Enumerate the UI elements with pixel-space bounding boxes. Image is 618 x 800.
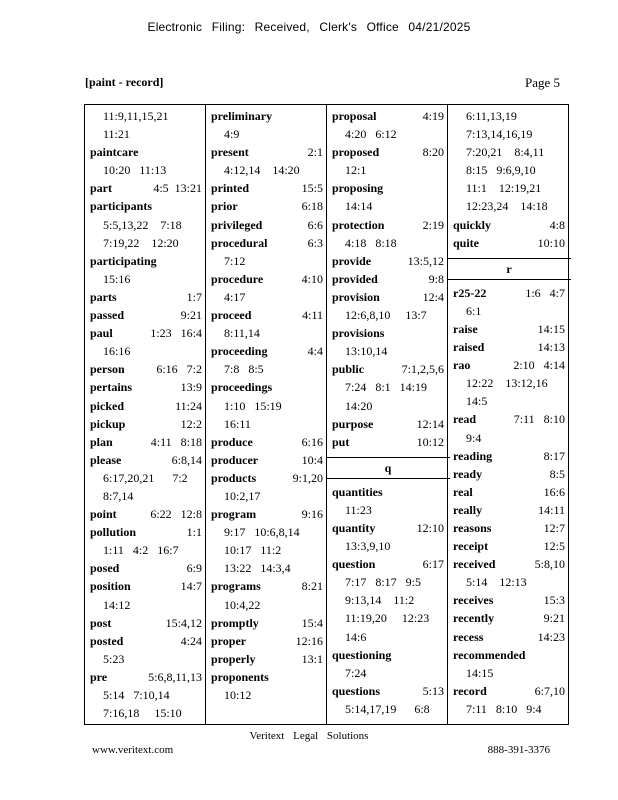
page-line-refs: 6:16 7:2 <box>156 362 202 377</box>
index-term: pre <box>90 669 108 684</box>
index-term-row <box>453 609 565 627</box>
page-line-refs: 10:4 <box>301 452 323 467</box>
page-line-refs: 6:22 12:8 <box>150 507 202 522</box>
index-term: proponents <box>211 669 269 684</box>
page-line-refs: 11:19,20 12:23 <box>345 611 430 626</box>
index-term-row <box>332 107 444 125</box>
index-term-row <box>332 519 444 537</box>
page-line-refs: 7:20,21 8:4,11 <box>466 145 545 160</box>
index-term: public <box>332 362 365 377</box>
index-term: purpose <box>332 416 374 431</box>
index-term: preliminary <box>211 109 273 123</box>
index-term-row <box>453 234 565 252</box>
index-term: proper <box>211 633 247 648</box>
index-term-row <box>332 252 444 270</box>
word-index-table <box>84 104 569 725</box>
index-term-row <box>211 107 323 125</box>
index-term: producer <box>211 452 259 467</box>
page-line-refs: 7:1,2,5,6 <box>401 362 444 377</box>
page-line-refs: 12:14 <box>416 416 444 431</box>
index-term: provisions <box>332 326 385 341</box>
page-line-refs: 8:5 <box>549 466 565 481</box>
index-term-row <box>211 179 323 197</box>
page-line-refs: 4:4 <box>307 344 323 359</box>
page-line-refs: 7:17 8:17 9:5 <box>345 575 422 590</box>
index-term-row <box>211 216 323 234</box>
page-line-refs: 9:4 <box>466 430 482 445</box>
index-term-row <box>90 415 202 433</box>
page-line-refs: 11:23 <box>345 502 372 517</box>
page-line-refs: 14:13 <box>537 340 565 355</box>
index-term-row <box>90 559 202 577</box>
index-term: pertains <box>90 380 132 395</box>
index-term: rao <box>453 358 471 373</box>
page-line-refs: 5:6,8,11,13 <box>148 669 202 684</box>
index-term: pickup <box>90 416 126 431</box>
index-term-row <box>453 555 565 573</box>
index-term-row <box>90 577 202 595</box>
page-line-refs: 1:10 15:19 <box>224 398 282 413</box>
page-line-refs: 8:7,14 <box>103 488 134 503</box>
page-line-refs: 12:10 <box>416 520 444 535</box>
index-term: proposing <box>332 181 384 196</box>
index-term-row <box>453 284 565 302</box>
index-term: paintcare <box>90 145 139 160</box>
page-line-refs: 6:17,20,21 7:2 <box>103 470 188 485</box>
footer-company: Veritext Legal Solutions <box>249 730 369 742</box>
column-divider <box>205 105 206 724</box>
page-line-refs: 15:5 <box>301 181 323 196</box>
index-term-row <box>332 324 444 342</box>
page-line-refs: 15:3 <box>543 593 565 608</box>
page-line-refs: 2:19 <box>422 217 444 232</box>
page-line-refs: 4:19 <box>422 109 444 123</box>
index-term: really <box>453 502 483 517</box>
index-term-row <box>453 216 565 234</box>
index-term: participants <box>90 199 153 214</box>
page-line-refs: 1:7 <box>186 289 202 304</box>
index-term: promptly <box>211 615 259 630</box>
index-term: please <box>90 452 122 467</box>
page-line-refs: 4:8 <box>549 217 565 232</box>
index-term-row <box>453 356 565 374</box>
page-line-refs: 7:24 <box>345 665 367 680</box>
index-term-row <box>453 410 565 428</box>
page-line-refs: 8:20 <box>422 145 444 160</box>
page-line-refs: 12:4 <box>422 289 444 304</box>
page-line-refs: 4:17 <box>224 289 246 304</box>
page-line-refs: 9:13,14 11:2 <box>345 593 415 608</box>
page-line-refs: 5:14 7:10,14 <box>103 688 170 702</box>
index-term: recently <box>453 611 495 626</box>
index-term-row <box>453 646 565 664</box>
index-term-row <box>90 505 202 523</box>
index-term-row <box>211 342 323 360</box>
index-term: quite <box>453 235 480 250</box>
index-term: quantity <box>332 520 376 535</box>
page-line-refs: 12:1 <box>345 163 367 178</box>
page-line-refs: 6:11,13,19 <box>466 109 517 123</box>
index-term-row <box>453 501 565 519</box>
page-line-refs: 8:15 9:6,9,10 <box>466 163 536 178</box>
index-term: ready <box>453 466 483 481</box>
page-line-refs: 8:11,14 <box>224 326 260 341</box>
index-term-row <box>90 523 202 541</box>
index-term-row <box>90 143 202 161</box>
index-column-2 <box>211 107 323 704</box>
index-term-row <box>453 320 565 338</box>
page-line-refs: 8:17 <box>543 448 565 463</box>
index-term: parts <box>90 289 117 304</box>
index-column-3 <box>332 107 444 718</box>
page-line-refs: 1:6 4:7 <box>525 285 565 300</box>
index-term: put <box>332 434 350 449</box>
index-term: provide <box>332 253 372 268</box>
page-line-refs: 15:4,12 <box>165 615 202 630</box>
page-line-refs: 6:1 <box>466 303 482 318</box>
index-term: proposed <box>332 145 380 160</box>
index-term-row <box>332 646 444 664</box>
page-line-refs: 12:6,8,10 13:7 <box>345 308 427 323</box>
column-divider <box>447 105 448 724</box>
page-line-refs: 13:10,14 <box>345 344 388 359</box>
index-term: participating <box>90 253 157 268</box>
index-term: quickly <box>453 217 492 232</box>
index-term-row <box>211 505 323 523</box>
page-line-refs: 1:1 <box>186 525 202 540</box>
index-term-row <box>332 483 444 501</box>
index-term-row <box>453 537 565 555</box>
index-term-row <box>90 324 202 342</box>
index-term-row <box>90 632 202 650</box>
page-line-refs: 4:24 <box>180 633 202 648</box>
page-line-refs: 9:1,20 <box>292 470 323 485</box>
page-line-refs: 10:10 <box>537 235 565 250</box>
page-line-refs: 6:16 <box>301 434 323 449</box>
page-line-refs: 12:22 13:12,16 <box>466 376 548 391</box>
index-term: recess <box>453 629 484 644</box>
page-line-refs: 4:9 <box>224 127 240 142</box>
index-term-row <box>332 288 444 306</box>
index-column-4 <box>453 107 565 718</box>
index-term-row <box>211 469 323 487</box>
index-term-row <box>332 179 444 197</box>
page-line-refs: 14:20 <box>345 398 373 413</box>
page-line-refs: 13:3,9,10 <box>345 539 391 554</box>
index-term: questioning <box>332 647 392 662</box>
index-term: programs <box>211 579 261 594</box>
index-term-row <box>90 451 202 469</box>
index-term-row <box>332 555 444 573</box>
index-term-row <box>211 433 323 451</box>
index-term-row <box>211 668 323 686</box>
index-column-1 <box>90 107 202 722</box>
index-term: receives <box>453 593 494 608</box>
page-line-refs: 16:11 <box>224 416 251 431</box>
index-term: procedural <box>211 235 268 250</box>
page-line-refs: 6:9 <box>186 561 202 576</box>
page-line-refs: 14:5 <box>466 394 488 409</box>
page-line-refs: 7:8 8:5 <box>224 362 264 377</box>
index-term: posed <box>90 561 120 576</box>
page-line-refs: 1:23 16:4 <box>150 326 202 341</box>
page-line-refs: 4:10 <box>301 271 323 286</box>
index-term-row <box>332 216 444 234</box>
index-term: position <box>90 579 131 594</box>
page-line-refs: 6:18 <box>301 199 323 214</box>
page-line-refs: 9:17 10:6,8,14 <box>224 525 300 540</box>
index-term: real <box>453 484 473 499</box>
index-term: received <box>453 557 496 572</box>
page-line-refs: 2:10 4:14 <box>513 358 565 373</box>
index-term: person <box>90 362 125 377</box>
index-term: raise <box>453 321 478 336</box>
page-line-refs: 10:12 <box>416 434 444 449</box>
index-term-row <box>332 415 444 433</box>
index-term-row <box>332 433 444 451</box>
index-term-row <box>453 465 565 483</box>
index-term-row <box>211 270 323 288</box>
page-line-refs: 11:21 <box>103 127 130 142</box>
index-term: protection <box>332 217 385 232</box>
index-term-row <box>90 378 202 396</box>
page-line-refs: 9:21 <box>543 611 565 626</box>
page-line-refs: 7:19,22 12:20 <box>103 235 179 250</box>
page-line-refs: 5:5,13,22 7:18 <box>103 217 182 232</box>
index-term-row <box>453 338 565 356</box>
page-line-refs: 7:11 8:10 <box>513 412 565 427</box>
index-term-row <box>211 614 323 632</box>
index-term: reasons <box>453 520 492 535</box>
index-term-row <box>453 628 565 646</box>
index-term-row <box>90 252 202 270</box>
index-term: questions <box>332 683 381 698</box>
index-term-row <box>211 650 323 668</box>
index-term: printed <box>211 181 250 196</box>
page-line-refs: 13:9 <box>180 380 202 395</box>
index-term-row <box>90 179 202 197</box>
page-line-refs: 12:16 <box>295 633 323 648</box>
index-term: quantities <box>332 484 383 499</box>
footer-phone: 888-391-3376 <box>487 744 550 756</box>
page-line-refs: 12:23,24 14:18 <box>466 199 548 214</box>
index-term-row <box>332 360 444 378</box>
section-letter-header: r <box>447 258 571 280</box>
index-term: r25-22 <box>453 285 487 300</box>
page-line-refs: 6:17 <box>422 557 444 572</box>
page-line-refs: 6:6 <box>307 217 323 232</box>
index-term: paul <box>90 326 113 341</box>
page-line-refs: 14:7 <box>180 579 202 594</box>
index-term: proposal <box>332 109 377 123</box>
index-term-row <box>211 451 323 469</box>
page-line-refs: 14:15 <box>537 321 565 336</box>
index-term: plan <box>90 434 113 449</box>
page-line-refs: 12:5 <box>543 539 565 554</box>
page-line-refs: 9:8 <box>428 271 444 286</box>
index-term: question <box>332 557 376 572</box>
page-line-refs: 10:12 <box>224 688 252 702</box>
page-line-refs: 1:11 4:2 16:7 <box>103 543 179 558</box>
index-term: prior <box>211 199 238 214</box>
index-term: part <box>90 181 112 196</box>
page-line-refs: 4:12,14 14:20 <box>224 163 300 178</box>
index-term: products <box>211 470 257 485</box>
page-line-refs: 10:2,17 <box>224 488 261 503</box>
index-term-row <box>453 682 565 700</box>
page-line-refs: 7:11 8:10 9:4 <box>466 701 542 716</box>
footer-website: www.veritext.com <box>92 744 174 756</box>
index-term: post <box>90 615 112 630</box>
page-line-refs: 16:6 <box>543 484 565 499</box>
index-term-row <box>90 433 202 451</box>
page-line-refs: 4:11 <box>302 308 323 323</box>
page-line-refs: 14:23 <box>537 629 565 644</box>
index-term-row <box>453 519 565 537</box>
index-term-row <box>211 577 323 595</box>
page-line-refs: 5:13 <box>422 683 444 698</box>
index-term: reading <box>453 448 493 463</box>
index-term-row <box>90 197 202 215</box>
page-line-refs: 15:4 <box>301 615 323 630</box>
index-term-row <box>90 668 202 686</box>
index-term-row <box>453 483 565 501</box>
page-line-refs: 7:16,18 15:10 <box>103 706 182 721</box>
index-term-row <box>453 447 565 465</box>
page-line-refs: 13:22 14:3,4 <box>224 561 291 576</box>
page-line-refs: 14:6 <box>345 629 367 644</box>
index-term-row <box>90 614 202 632</box>
index-term: posted <box>90 633 124 648</box>
index-term: procedure <box>211 271 264 286</box>
index-term-row <box>211 632 323 650</box>
index-term: recommended <box>453 647 526 662</box>
page-line-refs: 13:1 <box>301 651 323 666</box>
index-term: program <box>211 507 257 522</box>
page-number: Page 5 <box>524 75 560 90</box>
page-line-refs: 4:11 8:18 <box>150 434 202 449</box>
page-line-refs: 4:5 13:21 <box>153 181 202 196</box>
index-term-row <box>211 306 323 324</box>
index-term: proceeding <box>211 344 268 359</box>
page-line-refs: 16:16 <box>103 344 131 359</box>
page-line-refs: 11:24 <box>175 398 202 413</box>
index-term-row <box>90 360 202 378</box>
page-line-refs: 4:18 8:18 <box>345 235 397 250</box>
page-line-refs: 5:8,10 <box>534 557 565 572</box>
page-line-refs: 10:17 11:2 <box>224 543 282 558</box>
index-term: read <box>453 412 477 427</box>
page-line-refs: 7:24 8:1 14:19 <box>345 380 428 395</box>
page-line-refs: 7:12 <box>224 253 246 268</box>
index-term: receipt <box>453 539 489 554</box>
index-term: present <box>211 145 249 160</box>
page-line-refs: 8:21 <box>301 579 323 594</box>
page-line-refs: 12:7 <box>543 520 565 535</box>
index-range: [paint - record] <box>85 75 164 89</box>
index-term: proceedings <box>211 380 273 395</box>
index-term-row <box>211 143 323 161</box>
index-term: privileged <box>211 217 263 232</box>
index-term: produce <box>211 434 253 449</box>
page-line-refs: 7:13,14,16,19 <box>466 127 533 142</box>
index-term: picked <box>90 398 125 413</box>
index-term: provision <box>332 289 380 304</box>
page-line-refs: 14:15 <box>466 665 494 680</box>
page-line-refs: 9:16 <box>301 507 323 522</box>
index-term-row <box>211 234 323 252</box>
page-line-refs: 2:1 <box>307 145 323 160</box>
page-line-refs: 4:20 6:12 <box>345 127 397 142</box>
index-term-row <box>332 682 444 700</box>
page-line-refs: 5:23 <box>103 651 125 666</box>
index-term: passed <box>90 308 125 323</box>
page-line-refs: 14:12 <box>103 597 131 612</box>
page-line-refs: 13:5,12 <box>407 253 444 268</box>
page-line-refs: 12:2 <box>180 416 202 431</box>
page-line-refs: 10:4,22 <box>224 597 261 612</box>
index-term-row <box>211 197 323 215</box>
page-line-refs: 14:14 <box>345 199 373 214</box>
index-term-row <box>90 397 202 415</box>
column-divider <box>326 105 327 724</box>
index-term: point <box>90 507 117 522</box>
index-term: pollution <box>90 525 137 540</box>
page-line-refs: 11:9,11,15,21 <box>103 109 169 123</box>
page-line-refs: 6:3 <box>307 235 323 250</box>
index-term-row <box>211 378 323 396</box>
index-term-row <box>332 270 444 288</box>
page-line-refs: 9:21 <box>180 308 202 323</box>
index-term: raised <box>453 340 485 355</box>
index-term: proceed <box>211 308 252 323</box>
page-line-refs: 11:1 12:19,21 <box>466 181 542 196</box>
page-line-refs: 15:16 <box>103 271 131 286</box>
index-term: properly <box>211 651 256 666</box>
filing-stamp: Electronic Filing: Received, Clerk's Office 04/21/2025 <box>147 20 471 34</box>
index-term: record <box>453 683 487 698</box>
page-line-refs: 5:14 12:13 <box>466 575 527 590</box>
page-line-refs: 10:20 11:13 <box>103 163 167 178</box>
index-term-row <box>90 288 202 306</box>
page-line-refs: 6:7,10 <box>534 683 565 698</box>
page-line-refs: 5:14,17,19 6:8 <box>345 701 430 716</box>
index-term-row <box>453 591 565 609</box>
index-term-row <box>90 306 202 324</box>
index-term: provided <box>332 271 378 286</box>
index-term-row <box>332 143 444 161</box>
page-line-refs: 6:8,14 <box>171 452 202 467</box>
section-letter-header: q <box>326 457 450 479</box>
page-line-refs: 14:11 <box>538 502 565 517</box>
